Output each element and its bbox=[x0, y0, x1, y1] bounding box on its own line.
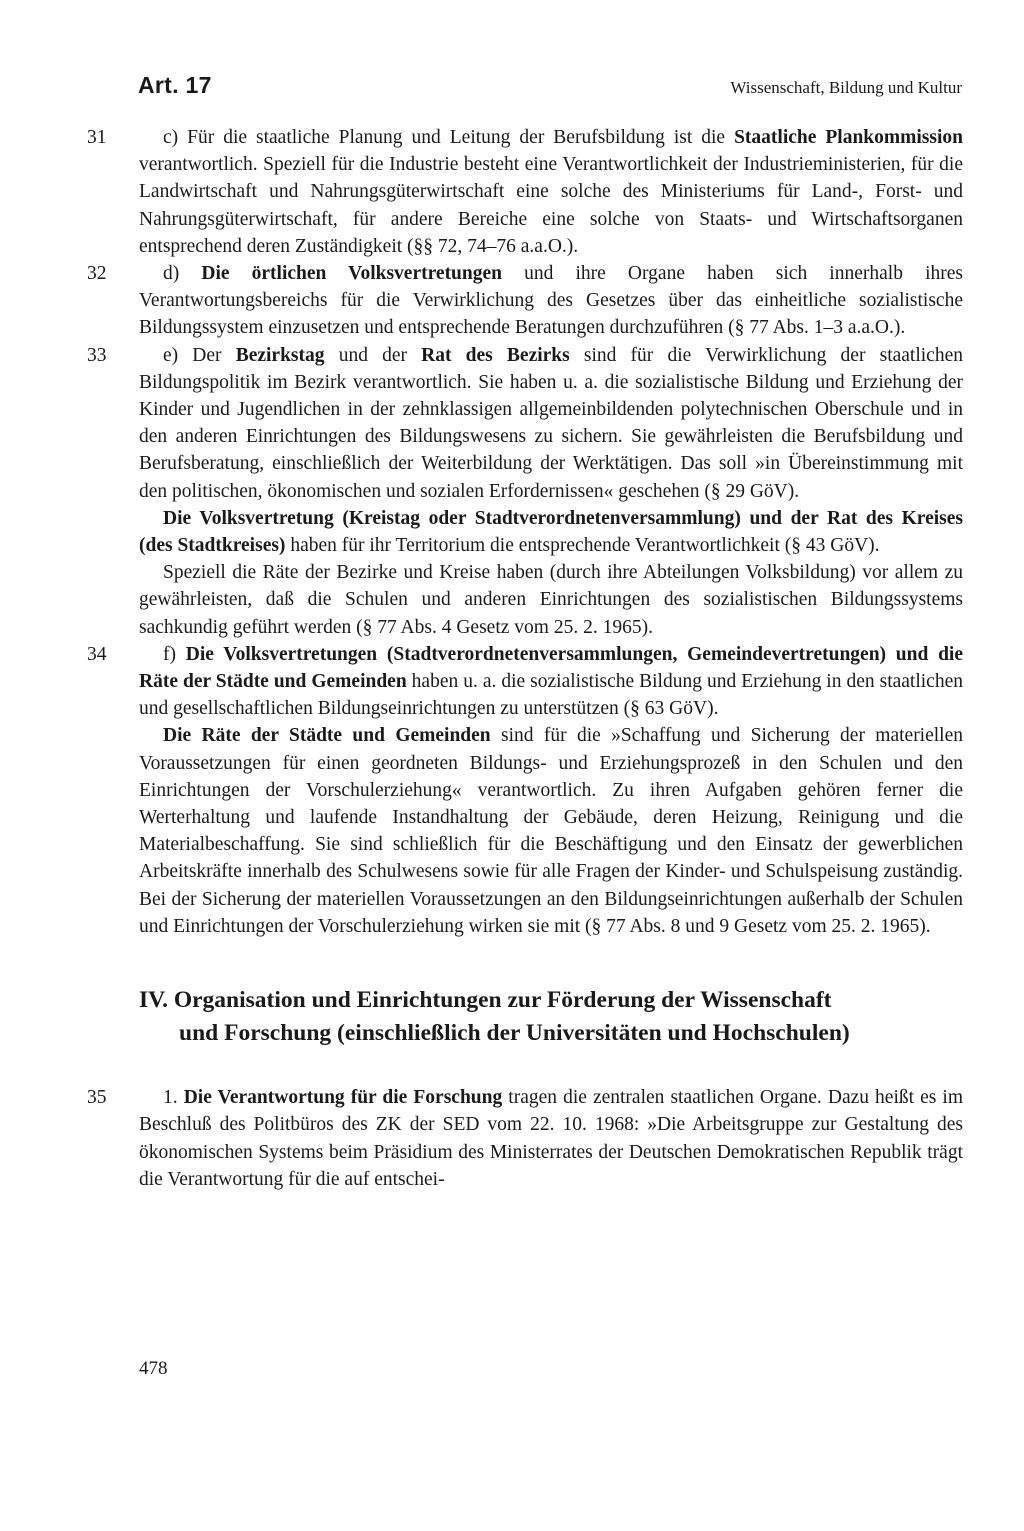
bold-term: Rat des Bezirks bbox=[421, 344, 570, 366]
paragraphs-after-section bbox=[87, 1084, 963, 1193]
paragraph bbox=[139, 722, 963, 940]
margin-number: 32 bbox=[87, 263, 107, 285]
paragraph bbox=[87, 342, 963, 505]
page-number: 478 bbox=[139, 1358, 168, 1379]
bold-term: Bezirkstag bbox=[235, 344, 325, 366]
margin-number: 34 bbox=[87, 643, 107, 665]
bold-term: Die Volksvertretungen (Stadtverordnetenversammlungen, Gemeindevertretungen) und die Räte der Städte und Gemeinden bbox=[139, 643, 963, 693]
paragraph-text: Speziell die Räte der Bezirke und Kreise haben (durch ihre Abteilungen Volksbildung) vor allem zu gewährleisten, daß die Schulen und anderen Einrichtungen des sozialistischen Bildungssystems sachkundig geführt werden (§ 77 Abs. 4 Gesetz vom 25. 2. 1965). bbox=[139, 562, 963, 638]
paragraph bbox=[139, 559, 963, 641]
paragraph bbox=[87, 1084, 963, 1193]
bold-term: Die örtlichen Volksvertretungen bbox=[201, 263, 502, 285]
paragraph-text: tragen die zentralen staatlichen Organe. Dazu heißt es im Beschluß des Politbüros des ZK der SED vom 22. 10. 1968: »Die Arbeitsgruppe zur Gestaltung des ökonomischen Systems beim Präsidium des Ministerrates der Deutschen Demokratischen Republik trägt die Verantwortung für die auf entschei- bbox=[139, 1087, 963, 1190]
article-heading: Art. 17 bbox=[138, 72, 212, 98]
paragraph-text: verantwortlich. Speziell für die Industrie besteht eine Verantwortlichkeit der Industrieministerien, für die Landwirtschaft und Nahrungsgüterwirtschaft eine solche des Ministeriums für Land-, Forst- und Nahrungsgüterwirtschaft, für andere Bereiche eine solche von Staats- und Wirtschaftsorganen entsprechend deren Zuständigkeit (§§ 72, 74–76 a.a.O.). bbox=[139, 154, 963, 257]
paragraph-text: d) bbox=[163, 263, 202, 285]
paragraph-text: e) Der bbox=[163, 344, 236, 366]
margin-number: 31 bbox=[87, 127, 107, 148]
paragraphs-before-section bbox=[87, 124, 964, 940]
bold-term: Staatliche Plankommission bbox=[734, 127, 964, 148]
running-header-topic: Wissenschaft, Bildung und Kultur bbox=[730, 78, 962, 97]
paragraph bbox=[87, 641, 963, 723]
paragraph-text: sind für die Verwirklichung der staatlichen Bildungspolitik im Bezirk verantwortlich. Sie haben u. a. die sozialistische Bildung und Erziehung der Kinder und Jugendlichen in der zehnklassigen allgemeinbildenden polytechnischen Oberschule und in den anderen Einrichtungen des Bildungswesens zu sichern. Sie gewährleisten die Berufsbildung und Berufsberatung, einschließlich der Weiterbildung der Werktätigen. Das soll »in Übereinstimmung mit den politischen, ökonomischen und sozialen Erfordernissen« geschehen (§ 29 GöV). bbox=[139, 344, 963, 502]
paragraph bbox=[87, 260, 963, 342]
section-heading-line-1: IV. Organisation und Einrichtungen zur Förderung der Wissenschaft bbox=[139, 987, 832, 1014]
margin-number: 33 bbox=[87, 344, 107, 366]
paragraph-text: haben u. a. die sozialistische Bildung und Erziehung in den staatlichen und gesellschaftlichen Bildungseinrichtungen zu unterstützen (§ 63 GöV). bbox=[139, 671, 963, 720]
paragraph-text: und ihre Organe haben sich innerhalb ihres Verantwortungsbereichs für die Verwirklichung des Gesetzes über das einheitliche sozialistische Bildungssystem einzusetzen und entsprechende Beratungen durchzuführen (§ 77 Abs. 1–3 a.a.O.). bbox=[139, 263, 963, 339]
margin-number: 35 bbox=[87, 1087, 107, 1109]
page-body bbox=[87, 124, 964, 1193]
paragraph-text: sind für die »Schaffung und Sicherung der materiellen Voraussetzungen für einen geordneten Bildungs- und Erziehungsprozeß in den Schulen und den Einrichtungen der Vorschulerziehung« verantwortlich. Zu ihren Aufgaben gehören ferner die Werterhaltung und laufende Instandhaltung der Gebäude, deren Heizung, Reinigung und die Materialbeschaffung. Sie sind schließlich für die Beschäftigung und den Einsatz der gewerblichen Arbeitskräfte innerhalb des Schulwesens sowie für alle Fragen der Kinder- und Schulspeisung zuständig. Bei der Sicherung der materiellen Voraussetzungen an den Bildungseinrichtungen außerhalb der Schulen und Einrichtungen der Vorschulerziehung wirken sie mit (§ 77 Abs. 8 und 9 Gesetz vom 25. 2. 1965). bbox=[139, 725, 963, 937]
paragraph-text: und der bbox=[324, 344, 422, 366]
paragraph-text: haben für ihr Territorium die entsprechende Verantwortlichkeit (§ 43 GöV). bbox=[285, 535, 880, 557]
paragraph bbox=[87, 124, 964, 260]
paragraph-text: c) Für die staatliche Planung und Leitung der Berufsbildung ist die bbox=[163, 127, 735, 148]
paragraph bbox=[139, 505, 963, 559]
paragraph-text: 1. bbox=[163, 1087, 184, 1109]
bold-term: Die Räte der Städte und Gemeinden bbox=[163, 725, 491, 747]
section-heading bbox=[139, 984, 963, 1050]
bold-term: Die Verantwortung für die Forschung bbox=[183, 1087, 503, 1109]
bold-term: Die Volksvertretung (Kreistag oder Stadtverordnetenversammlung) und der Rat des Kreises (des Stadtkreises) bbox=[139, 507, 963, 557]
section-heading-line-2: und Forschung (einschließlich der Universitäten und Hochschulen) bbox=[179, 1020, 850, 1047]
paragraph-text: f) bbox=[163, 643, 186, 665]
